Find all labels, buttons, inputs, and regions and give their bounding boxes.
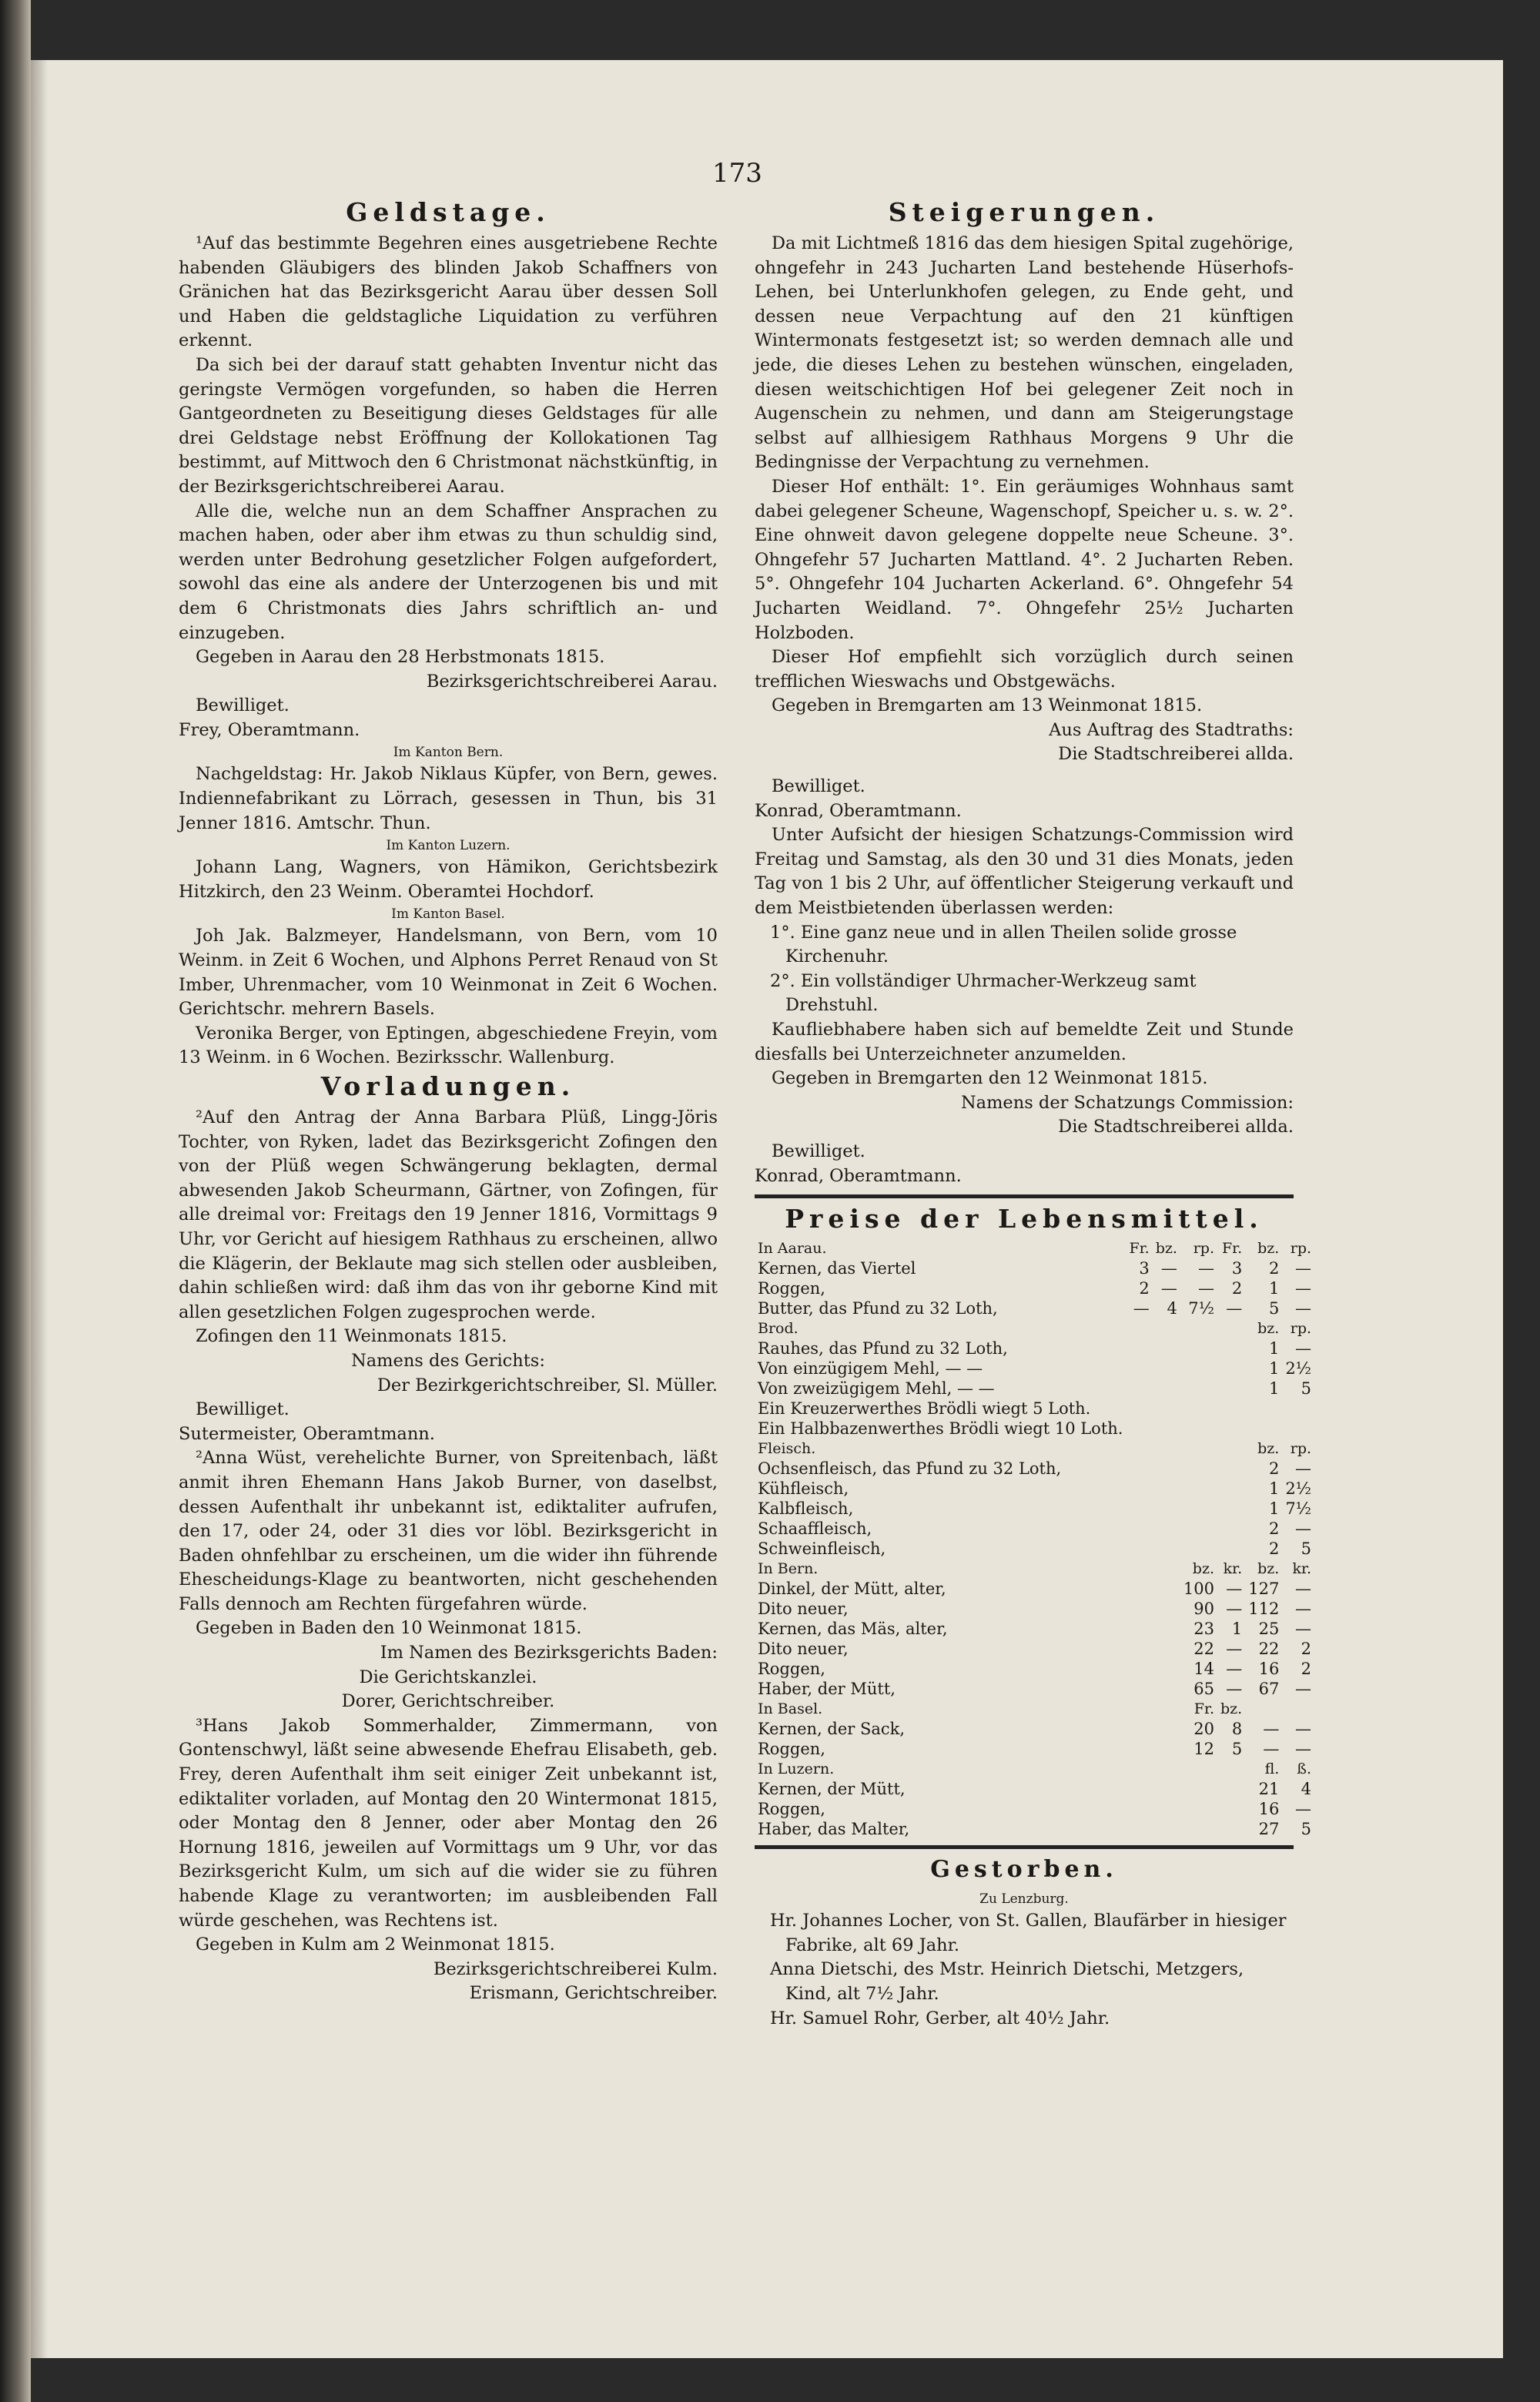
price-row-fleisch xyxy=(755,1539,1314,1559)
price-value: 1 xyxy=(1231,1620,1243,1639)
price-value xyxy=(1153,1539,1180,1559)
price-value xyxy=(1245,1699,1282,1719)
price-value: 20 xyxy=(1194,1720,1214,1739)
vorladung-3-sign1: Bezirksgerichtschreiberei Kulm. xyxy=(433,1958,718,1979)
price-value xyxy=(1217,1499,1245,1519)
price-value xyxy=(1217,1439,1245,1459)
price-value xyxy=(1126,1519,1152,1539)
price-value: 3 xyxy=(1139,1259,1150,1278)
price-value: 8 xyxy=(1231,1720,1243,1739)
price-value xyxy=(1126,1459,1152,1479)
price-label: Fleisch. xyxy=(758,1440,816,1458)
price-value xyxy=(1153,1459,1180,1479)
price-row-aarau xyxy=(755,1258,1314,1278)
price-row-aarau xyxy=(755,1278,1314,1298)
price-value xyxy=(1180,1379,1217,1399)
price-header-basel xyxy=(755,1699,1314,1719)
geldstage-notice-p2: Da sich bei der darauf statt gehabten Inventur nicht das geringste Vermögen vorgefunden, so haben die Herren Gantgeordneten zu Beseitigung dieses Geldstages für alle drei Geldstage nebst Eröffnung der Kollokationen Tag bestimmt, auf Mittwoch den 6 Christmonat nächstkünftig, in der Bezirksgerichtschreiberei Aarau. xyxy=(179,354,718,497)
price-value: 112 xyxy=(1248,1600,1280,1619)
price-value xyxy=(1217,1519,1245,1539)
price-label: In Aarau. xyxy=(758,1240,827,1258)
price-value xyxy=(1217,1759,1245,1779)
price-value: Fr. xyxy=(1222,1240,1243,1258)
price-value xyxy=(1217,1338,1245,1358)
price-value: — xyxy=(1263,1720,1280,1739)
steigerung-official2: Konrad, Oberamtmann. xyxy=(755,1165,962,1186)
price-value: 7½ xyxy=(1188,1299,1214,1318)
price-value: — xyxy=(1295,1259,1312,1278)
price-row-bern xyxy=(755,1679,1314,1699)
steigerung-sign1: Aus Auftrag des Stadtraths: xyxy=(1049,719,1294,740)
preise-heading: Preise der Lebensmittel. xyxy=(785,1204,1264,1235)
price-value xyxy=(1153,1739,1180,1759)
price-value xyxy=(1153,1318,1180,1338)
price-value: — xyxy=(1226,1580,1243,1599)
price-row-luzern xyxy=(755,1779,1314,1799)
price-value xyxy=(1126,1479,1152,1499)
price-value: 25 xyxy=(1258,1620,1280,1639)
price-value xyxy=(1153,1559,1180,1579)
price-value: 5 xyxy=(1231,1740,1243,1759)
price-value xyxy=(1217,1799,1245,1819)
price-value: rp. xyxy=(1193,1240,1214,1258)
price-value: Fr. xyxy=(1129,1240,1150,1258)
price-row-bern xyxy=(755,1619,1314,1639)
price-value xyxy=(1126,1639,1152,1659)
price-value: 127 xyxy=(1248,1580,1280,1599)
geldstage-official: Frey, Oberamtmann. xyxy=(179,719,360,740)
price-value xyxy=(1126,1819,1152,1839)
price-value: bz. xyxy=(1155,1240,1177,1258)
kanton-bern-heading: Im Kanton Bern. xyxy=(393,745,504,761)
price-value: — xyxy=(1295,1600,1312,1619)
price-value: bz. xyxy=(1257,1440,1280,1458)
price-value: 90 xyxy=(1194,1600,1214,1619)
price-value: — xyxy=(1295,1299,1312,1318)
vorladung-3-given: Gegeben in Kulm am 2 Weinmonat 1815. xyxy=(196,1935,555,1955)
price-row-brod xyxy=(755,1358,1314,1379)
price-value xyxy=(1180,1519,1217,1539)
price-label: Dito neuer, xyxy=(758,1600,849,1619)
price-value: — xyxy=(1295,1580,1312,1599)
price-value xyxy=(1126,1559,1152,1579)
price-value: 1 xyxy=(1268,1359,1280,1379)
vorladung-2-sign3: Dorer, Gerichtschreiber. xyxy=(341,1691,555,1712)
price-value: 2½ xyxy=(1285,1359,1312,1379)
price-value: — xyxy=(1295,1720,1312,1739)
death-entry-3: Hr. Samuel Rohr, Gerber, alt 40½ Jahr. xyxy=(770,2008,1110,2028)
price-value xyxy=(1153,1719,1180,1739)
price-value: — xyxy=(1133,1299,1150,1318)
veronika-notice: Veronika Berger, von Eptingen, abgeschiedene Freyin, vom 13 Weinm. in 6 Wochen. Bezirksschr. Wallenburg. xyxy=(179,1023,718,1068)
price-value: 7½ xyxy=(1285,1499,1312,1519)
price-row-basel xyxy=(755,1719,1314,1739)
price-value: 2 xyxy=(1231,1279,1243,1298)
price-value xyxy=(1180,1539,1217,1559)
price-value: 23 xyxy=(1194,1620,1214,1639)
steigerung-approved2: Bewilliget. xyxy=(772,1141,865,1161)
steigerungen-heading: Steigerungen. xyxy=(888,197,1160,227)
price-value: 4 xyxy=(1301,1780,1312,1799)
price-label: In Basel. xyxy=(758,1700,823,1718)
vorladung-1-approved: Bewilliget. xyxy=(196,1399,290,1420)
price-header-luzern xyxy=(755,1759,1314,1779)
section-rule-2 xyxy=(755,1845,1294,1849)
price-value: 100 xyxy=(1183,1580,1214,1599)
price-value xyxy=(1126,1759,1152,1779)
price-label: Dito neuer, xyxy=(758,1640,849,1659)
price-value: 2 xyxy=(1301,1640,1312,1659)
price-value xyxy=(1153,1759,1180,1779)
price-value: 1 xyxy=(1268,1479,1280,1499)
price-value xyxy=(1180,1799,1217,1819)
price-value xyxy=(1180,1318,1217,1338)
price-label: Butter, das Pfund zu 32 Loth, xyxy=(758,1299,998,1318)
price-value xyxy=(1126,1779,1152,1799)
price-row-fleisch xyxy=(755,1479,1314,1499)
price-value: 2 xyxy=(1301,1660,1312,1679)
price-value: bz. xyxy=(1192,1560,1214,1578)
price-header-brod xyxy=(755,1318,1314,1338)
death-entry-1: Hr. Johannes Locher, von St. Gallen, Blaufärber in hiesiger Fabrike, alt 69 Jahr. xyxy=(770,1911,1287,1955)
price-label: In Bern. xyxy=(758,1560,819,1578)
price-value: — xyxy=(1295,1279,1312,1298)
vorladung-1-sign2: Der Bezirkgerichtschreiber, Sl. Müller. xyxy=(377,1375,718,1395)
basel-notice: Joh Jak. Balzmeyer, Handelsmann, von Bern, vom 10 Weinm. in Zeit 6 Wochen, und Alphons Perret Renaud von St Imber, Uhrenmacher, vom 10 Weinmonat in Zeit 6 Wochen. Gerichtschr. mehrern Basels. xyxy=(179,926,718,1020)
price-value xyxy=(1153,1639,1180,1659)
price-value: 2 xyxy=(1268,1459,1280,1479)
price-row-aarau xyxy=(755,1298,1314,1318)
price-value xyxy=(1180,1338,1217,1358)
price-value xyxy=(1126,1439,1152,1459)
price-value: 1 xyxy=(1268,1499,1280,1519)
price-value xyxy=(1153,1358,1180,1379)
price-value: 5 xyxy=(1301,1820,1312,1839)
steigerung-p3: Dieser Hof empfiehlt sich vorzüglich durch seinen trefflichen Wieswachs und Obstgewächs. xyxy=(755,647,1294,692)
price-value xyxy=(1153,1679,1180,1699)
price-label: Von einzügigem Mehl, — — xyxy=(758,1359,983,1379)
price-label: Brod. xyxy=(758,1320,798,1338)
price-value xyxy=(1217,1358,1245,1379)
steigerung-official: Konrad, Oberamtmann. xyxy=(755,800,962,821)
price-value xyxy=(1126,1599,1152,1619)
steigerung-p5: Kaufliebhabere haben sich auf bemeldte Zeit und Stunde diesfalls bei Unterzeichneter anzumelden. xyxy=(755,1020,1294,1064)
price-row-bern xyxy=(755,1659,1314,1679)
price-value: — xyxy=(1295,1339,1312,1358)
price-row-brod xyxy=(755,1379,1314,1399)
price-value: bz. xyxy=(1257,1560,1280,1578)
geldstage-signature: Bezirksgerichtschreiberei Aarau. xyxy=(426,671,718,692)
price-value xyxy=(1153,1579,1180,1599)
price-header-fleisch xyxy=(755,1439,1314,1459)
price-label: Rauhes, das Pfund zu 32 Loth, xyxy=(758,1339,1008,1358)
price-value xyxy=(1180,1779,1217,1799)
price-value xyxy=(1126,1619,1152,1639)
price-label: Kernen, das Viertel xyxy=(758,1259,916,1278)
vorladung-3-sign2: Erismann, Gerichtschreiber. xyxy=(469,1983,718,2004)
price-label: Schweinfleisch, xyxy=(758,1539,886,1559)
price-value: 22 xyxy=(1194,1640,1214,1659)
price-value xyxy=(1126,1318,1152,1338)
price-value: bz. xyxy=(1257,1240,1280,1258)
price-label: Haber, das Malter, xyxy=(758,1820,910,1839)
price-label: Kalbfleisch, xyxy=(758,1499,854,1519)
price-value xyxy=(1126,1719,1152,1739)
price-value xyxy=(1126,1799,1152,1819)
price-value: 67 xyxy=(1258,1680,1280,1699)
vorladungen-heading: Vorladungen. xyxy=(320,1071,576,1101)
price-table xyxy=(755,1238,1314,1839)
price-label: Von zweizügigem Mehl, — — xyxy=(758,1379,995,1399)
price-value: rp. xyxy=(1290,1440,1312,1458)
vorladung-2-given: Gegeben in Baden den 10 Weinmonat 1815. xyxy=(196,1618,582,1639)
geldstage-notice-p1: ¹Auf das bestimmte Begehren eines ausgetriebene Rechte habenden Gläubigers des blinden Jakob Schaffners von Gränichen hat das Bezirksgericht Aarau über dessen Soll und Haben die geldstagliche Liquidation zu verführen erkennt. xyxy=(179,233,718,351)
price-value xyxy=(1126,1679,1152,1699)
price-value xyxy=(1153,1619,1180,1639)
price-value xyxy=(1126,1499,1152,1519)
vorladung-1-sign1: Namens des Gerichts: xyxy=(351,1350,545,1371)
price-value xyxy=(1153,1599,1180,1619)
price-label: In Luzern. xyxy=(758,1760,835,1778)
gestorben-place: Zu Lenzburg. xyxy=(979,1891,1069,1908)
vorladung-3: ³Hans Jakob Sommerhalder, Zimmermann, von Gontenschwyl, läßt seine abwesende Ehefrau Elisabeth, geb. Frey, deren Aufenthalt ihm seit einiger Zeit unbekannt ist, ediktaliter vorladen, auf Montag den 20 Wintermonat 1815, oder Montag den 8 Jenner, oder aber Montag den 26 Hornung 1816, jeweilen auf Vormittags um 9 Uhr, vor das Bezirksgericht Kulm, um sich auf die wider sie zu führen habende Klage zu verantworten; im ausbleibenden Fall würde geschehen, was Rechtens ist. xyxy=(179,1715,718,1931)
price-value: — xyxy=(1295,1620,1312,1639)
steigerung-item1: 1°. Eine ganz neue und in allen Theilen solide grosse Kirchenuhr. xyxy=(770,922,1237,967)
price-value xyxy=(1180,1759,1217,1779)
price-value: 65 xyxy=(1194,1680,1214,1699)
vorladung-1-given: Zofingen den 11 Weinmonats 1815. xyxy=(196,1326,507,1347)
price-value: kr. xyxy=(1223,1560,1243,1578)
price-value: 16 xyxy=(1258,1800,1280,1819)
price-value xyxy=(1282,1699,1314,1719)
price-value: 1 xyxy=(1268,1339,1280,1358)
price-value xyxy=(1217,1539,1245,1559)
geldstage-approved: Bewilliget. xyxy=(196,695,290,716)
price-label: Kühfleisch, xyxy=(758,1479,849,1499)
price-value: 5 xyxy=(1301,1379,1312,1399)
price-value: ß. xyxy=(1297,1760,1312,1778)
price-value xyxy=(1126,1579,1152,1599)
price-value xyxy=(1180,1439,1217,1459)
steigerung-p4: Unter Aufsicht der hiesigen Schatzungs-Commission wird Freitag und Samstag, als den 30 und 31 dies Monats, jeden Tag von 1 bis 2 Uhr, auf öffentlicher Steigerung verkauft und dem Meistbietenden überlassen werden: xyxy=(755,825,1294,919)
price-value: 3 xyxy=(1231,1259,1243,1278)
price-label: Kernen, der Mütt, xyxy=(758,1780,906,1799)
price-value xyxy=(1126,1338,1152,1358)
price-value xyxy=(1153,1519,1180,1539)
steigerung-given2: Gegeben in Bremgarten den 12 Weinmonat 1815. xyxy=(772,1068,1208,1089)
price-value xyxy=(1126,1659,1152,1679)
price-value: 2 xyxy=(1139,1279,1150,1298)
price-value: 16 xyxy=(1258,1660,1280,1679)
price-value: 22 xyxy=(1258,1640,1280,1659)
price-label: Roggen, xyxy=(758,1660,825,1679)
price-value: — xyxy=(1226,1640,1243,1659)
geldstage-notice-p3: Alle die, welche nun an dem Schaffner Ansprachen zu machen haben, oder aber ihm etwas zu thun schuldig sind, werden unter Bedrohung gesetzlicher Folgen aufgefordert, sowohl das eine als andere der Unterzogenen bis und mit dem 6 Christmonats dies Jahrs schriftlich an- und einzugeben. xyxy=(179,501,718,643)
price-value: 4 xyxy=(1167,1299,1177,1318)
price-value: 12 xyxy=(1194,1740,1214,1759)
kanton-luzern-heading: Im Kanton Luzern. xyxy=(386,838,511,854)
geldstage-given: Gegeben in Aarau den 28 Herbstmonats 1815. xyxy=(196,647,605,668)
price-value: 5 xyxy=(1268,1299,1280,1318)
price-value xyxy=(1153,1799,1180,1819)
price-value: — xyxy=(1226,1600,1243,1619)
price-value: — xyxy=(1198,1259,1214,1278)
price-value xyxy=(1180,1358,1217,1379)
steigerung-p1: Da mit Lichtmeß 1816 das dem hiesigen Spital zugehörige, ohngefehr in 243 Jucharten Land bestehende Hüserhofs-Lehen, bei Unterlunkhofen gelegen, zu Ende geht, und dessen neue Verpachtung auf den 21 künftigen Wintermonats festgesetzt ist; so werden demnach alle und jede, die dieses Lehen zu bestehen wünschen, eingeladen, diesen weitschichtigen Hof bei gelegener Zeit noch in Augenschein zu nehmen, und dann am Steigerungstage selbst auf allhiesigem Rathhaus Morgens 9 Uhr die Bedingnisse der Verpachtung zu vernehmen. xyxy=(755,233,1294,473)
price-value: 14 xyxy=(1194,1660,1214,1679)
vorladung-1: ²Auf den Antrag der Anna Barbara Plüß, Lingg-Jöris Tochter, von Ryken, ladet das Bezirksgericht Zofingen den von der Plüß wegen Schwängerung beklagten, dermal abwesenden Jakob Scheurmann, Gärtner, von Zofingen, für alle dreimal vor: Freitags den 19 Jenner 1816, Vormittags 9 Uhr, vor Gericht auf hiesigem Rathhaus zu erscheinen, allwo die Klägerin, der Beklaute mag sich stellen oder ausbleiben, dahin schließen wird: daß ihm das von ihr geborne Kind mit allen gesetzlichen Folgen zugesprochen werde. xyxy=(179,1107,718,1322)
price-value xyxy=(1217,1819,1245,1839)
gestorben-heading: Gestorben. xyxy=(930,1856,1118,1884)
price-value xyxy=(1180,1459,1217,1479)
steigerung-approved: Bewilliget. xyxy=(772,776,865,797)
price-label: Ochsenfleisch, das Pfund zu 32 Loth, xyxy=(758,1459,1062,1479)
price-row-basel xyxy=(755,1739,1314,1759)
price-value xyxy=(1217,1779,1245,1799)
price-value: — xyxy=(1226,1660,1243,1679)
kanton-basel-heading: Im Kanton Basel. xyxy=(391,906,505,923)
price-value xyxy=(1153,1338,1180,1358)
price-label: Haber, der Mütt, xyxy=(758,1680,896,1699)
price-header-aarau xyxy=(755,1238,1314,1258)
vorladung-2: ²Anna Wüst, verehelichte Burner, von Spreitenbach, läßt anmit ihren Ehemann Hans Jakob Burner, von daselbst, dessen Aufenthalt ihr unbekannt ist, ediktaliter aufrufen, den 17, oder 24, oder 31 dies vor löbl. Bezirksgericht in Baden ohnfehlbar zu erscheinen, um die wider ihn führende Ehescheidungs-Klage zu beantworten, nicht geschehenden Falls dennoch am Rechten fürgefahren würde. xyxy=(179,1448,718,1614)
geldstage-heading: Geldstage. xyxy=(346,197,551,227)
steigerung-sign2: Die Stadtschreiberei allda. xyxy=(1058,744,1294,765)
price-value: fl. xyxy=(1264,1760,1280,1778)
price-row-bern xyxy=(755,1579,1314,1599)
price-value: 2 xyxy=(1268,1519,1280,1539)
price-value xyxy=(1126,1358,1152,1379)
price-value xyxy=(1180,1819,1217,1839)
luzern-notice: Johann Lang, Wagners, von Hämikon, Gerichtsbezirk Hitzkirch, den 23 Weinm. Oberamtei Hochdorf. xyxy=(179,857,718,902)
price-value xyxy=(1153,1499,1180,1519)
price-note xyxy=(755,1419,1314,1439)
price-row-fleisch xyxy=(755,1519,1314,1539)
price-value: — xyxy=(1160,1259,1177,1278)
price-value xyxy=(1126,1739,1152,1759)
price-value: Fr. xyxy=(1194,1700,1214,1718)
price-value: — xyxy=(1226,1680,1243,1699)
price-value: — xyxy=(1295,1459,1312,1479)
price-row-bern xyxy=(755,1639,1314,1659)
price-value: 27 xyxy=(1258,1820,1280,1839)
vorladung-2-sign2: Die Gerichtskanzlei. xyxy=(359,1667,537,1687)
price-value xyxy=(1153,1699,1180,1719)
price-value xyxy=(1180,1499,1217,1519)
price-value xyxy=(1126,1699,1152,1719)
price-note xyxy=(755,1399,1314,1419)
vorladung-2-sign1: Im Namen des Bezirksgerichts Baden: xyxy=(380,1643,718,1663)
vorladung-1-official: Sutermeister, Oberamtmann. xyxy=(179,1423,435,1444)
price-label: Schaaffleisch, xyxy=(758,1519,872,1539)
price-row-luzern xyxy=(755,1799,1314,1819)
price-value: — xyxy=(1295,1680,1312,1699)
price-value xyxy=(1153,1659,1180,1679)
price-label: Roggen, xyxy=(758,1800,825,1819)
right-column xyxy=(755,196,1312,2031)
price-value xyxy=(1126,1379,1152,1399)
bern-notice: Nachgeldstag: Hr. Jakob Niklaus Küpfer, von Bern, gewes. Indiennefabrikant zu Lörrach, gesessen in Thun, bis 31 Jenner 1816. Amtschr. Thun. xyxy=(179,764,718,833)
price-value: — xyxy=(1160,1279,1177,1298)
steigerung-p2: Dieser Hof enthält: 1°. Ein geräumiges Wohnhaus samt dabei gelegener Scheune, Wagenschopf, Speicher u. s. w. 2°. Eine ohnweit davon gelegene doppelte neue Scheune. 3°. Ohngefehr 57 Jucharten Mattland. 4°. 2 Jucharten Reben. 5°. Ohngefehr 104 Jucharten Ackerland. 6°. Ohngefehr 54 Jucharten Weidland. 7°. Ohngefehr 25½ Jucharten Holzboden. xyxy=(755,476,1294,643)
price-value: — xyxy=(1295,1519,1312,1539)
price-label: Roggen, xyxy=(758,1279,825,1298)
price-label: Kernen, der Sack, xyxy=(758,1720,906,1739)
price-label: Roggen, xyxy=(758,1740,825,1759)
section-rule xyxy=(755,1194,1294,1198)
price-value xyxy=(1126,1539,1152,1559)
price-label: Dinkel, der Mütt, alter, xyxy=(758,1580,946,1599)
steigerung-item2: 2°. Ein vollständiger Uhrmacher-Werkzeug samt Drehstuhl. xyxy=(770,970,1197,1016)
price-value: kr. xyxy=(1292,1560,1312,1578)
price-value: — xyxy=(1295,1740,1312,1759)
price-label: Kernen, das Mäs, alter, xyxy=(758,1620,948,1639)
price-value xyxy=(1153,1479,1180,1499)
page-number: 173 xyxy=(712,158,762,189)
price-value xyxy=(1153,1439,1180,1459)
price-value xyxy=(1217,1379,1245,1399)
price-value: — xyxy=(1295,1800,1312,1819)
price-value: 2 xyxy=(1268,1539,1280,1559)
book-gutter xyxy=(0,0,31,2402)
price-value: 1 xyxy=(1268,1279,1280,1298)
price-value: 21 xyxy=(1258,1780,1280,1799)
price-value xyxy=(1153,1379,1180,1399)
steigerung-sign3: Namens der Schatzungs Commission: xyxy=(960,1092,1294,1113)
price-value: 2½ xyxy=(1285,1479,1312,1499)
price-value: rp. xyxy=(1290,1240,1312,1258)
price-row-fleisch xyxy=(755,1499,1314,1519)
price-row-luzern xyxy=(755,1819,1314,1839)
price-value xyxy=(1180,1479,1217,1499)
price-value: bz. xyxy=(1257,1320,1280,1338)
price-value: — xyxy=(1263,1740,1280,1759)
price-row-bern xyxy=(755,1599,1314,1619)
price-label: Ein Halbbazenwerthes Brödli wiegt 10 Loth. xyxy=(758,1419,1123,1439)
price-value xyxy=(1217,1459,1245,1479)
steigerung-sign4: Die Stadtschreiberei allda. xyxy=(1058,1117,1294,1137)
price-header-bern xyxy=(755,1559,1314,1579)
price-value: 2 xyxy=(1268,1259,1280,1278)
price-value xyxy=(1153,1779,1180,1799)
steigerung-given: Gegeben in Bremgarten am 13 Weinmonat 1815. xyxy=(772,695,1203,716)
price-row-brod xyxy=(755,1338,1314,1358)
price-value: — xyxy=(1198,1279,1214,1298)
death-entry-2: Anna Dietschi, des Mstr. Heinrich Dietschi, Metzgers, Kind, alt 7½ Jahr. xyxy=(770,1959,1244,2004)
page-edge-shadow xyxy=(31,60,48,2358)
price-value: rp. xyxy=(1290,1320,1312,1338)
price-value: 5 xyxy=(1301,1539,1312,1559)
price-value: bz. xyxy=(1220,1700,1243,1718)
price-row-fleisch xyxy=(755,1459,1314,1479)
price-value xyxy=(1153,1819,1180,1839)
price-value xyxy=(1217,1318,1245,1338)
price-value: — xyxy=(1226,1299,1243,1318)
price-value xyxy=(1217,1479,1245,1499)
left-column xyxy=(179,196,718,2006)
price-label: Ein Kreuzerwerthes Brödli wiegt 5 Loth. xyxy=(758,1399,1091,1419)
price-value: 1 xyxy=(1268,1379,1280,1399)
